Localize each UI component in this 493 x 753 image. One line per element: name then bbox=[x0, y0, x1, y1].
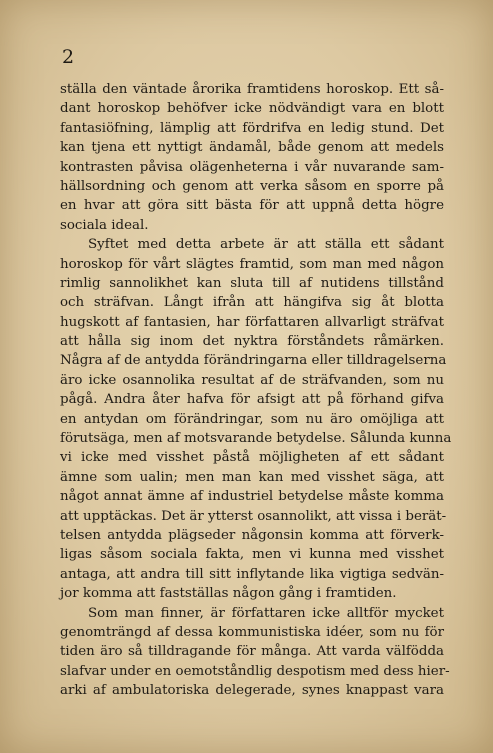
text-line: fantasiöfning, lämplig att fördrifva en ledig stund. Det bbox=[60, 120, 444, 136]
text-line: ligas såsom sociala fakta, men vi kunna med visshet bbox=[60, 547, 444, 563]
text-line: slafvar under en oemotståndlig despotism med dess hier- bbox=[60, 663, 450, 679]
text-line: en hvar att göra sitt bästa för att uppnå detta högre bbox=[60, 198, 444, 214]
text-line: jor komma att fastställas någon gång i framtiden. bbox=[60, 586, 397, 602]
text-line: kontrasten påvisa olägenheterna i vår nuvarande sam- bbox=[60, 159, 444, 175]
text-line: vi icke med visshet påstå möjligheten af ett sådant bbox=[60, 450, 444, 466]
text-line: ställa den väntade årorika framtidens horoskop. Ett så- bbox=[60, 82, 444, 97]
text-line: förutsäga, men af motsvarande betydelse. Sålunda kunna bbox=[60, 431, 452, 447]
body-text bbox=[60, 80, 452, 701]
text-line: antaga, att andra till sitt inflytande lika vigtiga sedvän- bbox=[60, 566, 444, 582]
text-line: Några af de antydda förändringarna eller tilldragelserna bbox=[60, 353, 447, 369]
text-line: dant horoskop behöfver icke nödvändigt vara en blott bbox=[60, 101, 444, 117]
text-line: rimlig sannolikhet kan sluta till af nutidens tillstånd bbox=[60, 275, 444, 291]
text-line: Som man finner, är författaren icke alltför mycket bbox=[88, 605, 444, 621]
text-line: att upptäckas. Det är ytterst osannolikt, att vissa i berät- bbox=[60, 508, 447, 524]
text-line: och sträfvan. Långt ifrån att hängifva sig åt blotta bbox=[60, 295, 444, 311]
text-line: hällsordning och genom att verka såsom en sporre på bbox=[60, 178, 444, 194]
text-line: något annat ämne af industriel betydelse måste komma bbox=[60, 489, 444, 505]
text-line: Syftet med detta arbete är att ställa ett sådant bbox=[88, 237, 444, 253]
text-line: horoskop för vårt slägtes framtid, som man med någon bbox=[60, 256, 444, 272]
text-line: tiden äro så tilldragande för många. Att varda välfödda bbox=[60, 644, 444, 660]
text-line: att hålla sig inom det nyktra förståndets råmärken. bbox=[60, 334, 444, 350]
text-line: pågå. Andra åter hafva för afsigt att på förhand gifva bbox=[60, 392, 444, 408]
text-line: hugskott af fantasien, har författaren allvarligt sträfvat bbox=[60, 314, 444, 330]
text-line: telsen antydda plägseder någonsin komma att förverk- bbox=[60, 527, 444, 543]
text-line: en antydan om förändringar, som nu äro omöjliga att bbox=[60, 411, 444, 427]
text-line: ämne som ualin; men man kan med visshet säga, att bbox=[60, 469, 444, 485]
text-line: genomträngd af dessa kommunistiska idéer, som nu för bbox=[60, 624, 444, 640]
text-line: arki af ambulatoriska delegerade, synes knappast vara bbox=[60, 683, 444, 699]
text-line: kan tjena ett nyttigt ändamål, både genom att medels bbox=[60, 140, 444, 156]
page-number: 2 bbox=[62, 46, 75, 68]
text-line: äro icke osannolika resultat af de sträfvanden, som nu bbox=[60, 372, 444, 388]
text-line: sociala ideal. bbox=[60, 217, 149, 233]
